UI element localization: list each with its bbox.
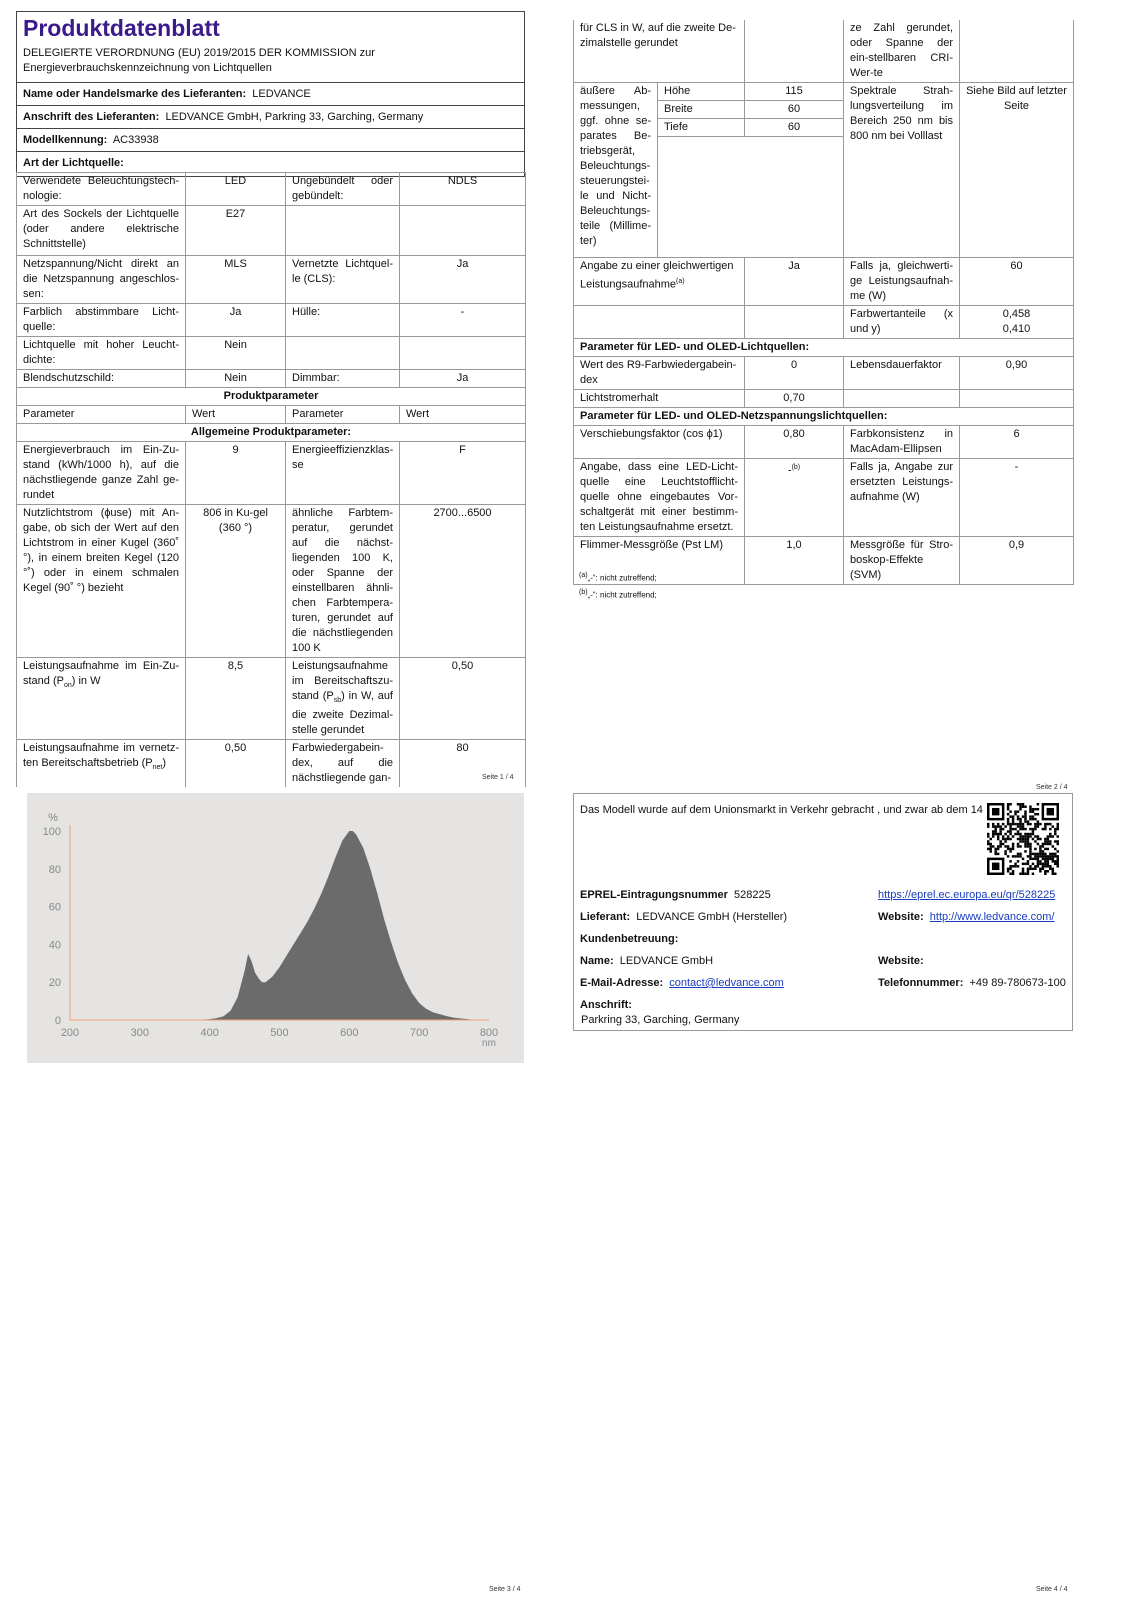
name-value: LEDVANCE GmbH bbox=[619, 955, 714, 967]
cell: Energieverbrauch im Ein-Zu-stand (kWh/1000 h), auf die nächstliegende ganze Zahl ge-rundet bbox=[17, 442, 186, 505]
table-row bbox=[17, 206, 526, 256]
page-number-2: Seite 2 / 4 bbox=[1036, 784, 1068, 791]
footnote-marker-a: (a) bbox=[676, 278, 685, 285]
supplier-row bbox=[580, 910, 787, 924]
model-value: AC33938 bbox=[112, 134, 159, 146]
table-row bbox=[17, 658, 526, 740]
name-label: Name: bbox=[580, 955, 614, 967]
cell: Nutzlichtstrom (ɸuse) mit An-gabe, ob sich der Wert auf den Lichtstrom in einer Kugel (360˚ °), in einem breiten Kegel (120 °˚) oder in einem schmalen Kegel (90˚ °) bezieht bbox=[17, 505, 186, 658]
table-row bbox=[574, 306, 1074, 339]
cell bbox=[400, 337, 526, 370]
cell: Leistungsaufnahme im Ein-Zu-stand $(P_{on})$ in W bbox=[17, 658, 186, 740]
chroma-y: 0,410 bbox=[1002, 323, 1031, 335]
supplier-label: Lieferant: bbox=[580, 911, 631, 923]
spectrum-area bbox=[196, 831, 475, 1020]
cell: Hülle: bbox=[286, 304, 400, 337]
supplier-value: LEDVANCE GmbH (Hersteller) bbox=[636, 911, 788, 923]
cell bbox=[574, 258, 745, 306]
product-table-page2 bbox=[573, 20, 1074, 585]
dimensions-row bbox=[574, 83, 1074, 101]
website2-label: Website: bbox=[878, 955, 924, 967]
cell: 2700...6500 bbox=[400, 505, 526, 658]
cell: Ungebündelt oder gebündelt: bbox=[286, 173, 400, 206]
section-header-row bbox=[574, 408, 1074, 426]
cell: - bbox=[400, 304, 526, 337]
phone-label: Telefonnummer: bbox=[878, 977, 964, 989]
section-header-row bbox=[17, 424, 526, 442]
market-info-box bbox=[573, 793, 1073, 1031]
chroma-x: 0,458 bbox=[1002, 308, 1031, 320]
column-header: Parameter bbox=[17, 406, 186, 424]
footnote-a-text: „-“: nicht zutreffend; bbox=[587, 573, 657, 583]
equiv-label: Angabe zu einer gleichwertigen Leistungsaufnahme bbox=[580, 260, 734, 291]
cell: 0,50 bbox=[186, 740, 286, 788]
light-source-rows bbox=[17, 173, 526, 788]
cell: Art des Sockels der Lichtquelle (oder andere elektrische Schnittstelle) bbox=[17, 206, 186, 256]
spectral-label: Spektrale Strah-lungsverteilung im Bereich 250 nm bis 800 nm bei Volllast bbox=[844, 83, 960, 258]
cell: MLS bbox=[186, 256, 286, 304]
x-tick-label: 600 bbox=[340, 1027, 359, 1039]
dim-label: Tiefe bbox=[658, 119, 745, 137]
y-tick-label: 0 bbox=[54, 1015, 61, 1027]
x-tick-label: 200 bbox=[60, 1027, 80, 1039]
cell bbox=[574, 306, 745, 339]
x-tick-label: 700 bbox=[409, 1027, 429, 1039]
table-row bbox=[574, 390, 1074, 408]
cell: 0,70 bbox=[745, 390, 844, 408]
cell bbox=[960, 306, 1074, 339]
cell: ähnliche Farbtem-peratur, gerundet auf die nächst-liegenden 100 K, oder Spanne der einstellbaren ähnli-chen Farbtempera-turen, gerundet auf die nächstliegenden 100 K bbox=[286, 505, 400, 658]
cell: Verwendete Beleuchtungstech-nologie: bbox=[17, 173, 186, 206]
email-label: E-Mail-Adresse: bbox=[580, 977, 664, 989]
product-table-page1 bbox=[16, 172, 526, 787]
supplier-name-value: LEDVANCE bbox=[252, 88, 311, 100]
x-tick-label: 500 bbox=[270, 1027, 289, 1039]
cell: 0,90 bbox=[960, 357, 1074, 390]
cell: LED bbox=[186, 173, 286, 206]
model-row bbox=[17, 128, 524, 151]
website2-row bbox=[878, 954, 924, 968]
cell: Angabe, dass eine LED-Licht-quelle eine Leuchtstofflicht-quelle ohne eingebautes Vor-schaltgerät mit einer bestimm-ten Leistungsaufnahme ersetzt. bbox=[574, 459, 745, 537]
qr-modules bbox=[987, 803, 1059, 875]
produktparameter-heading: Produktparameter bbox=[17, 388, 526, 406]
supplier-address-label: Anschrift des Lieferanten: bbox=[23, 111, 160, 123]
eprel-value: 528225 bbox=[734, 889, 771, 901]
spectral-distribution-chart bbox=[27, 793, 524, 1063]
cell: 8,5 bbox=[186, 658, 286, 740]
dim-value: 115 bbox=[745, 83, 844, 101]
dimensions-label: äußere Ab-messungen, ggf. ohne se-parates Be-triebsgerät, Beleuchtungs-steuerungstei-le und Nicht-Beleuchtungs-teile (Millime-ter) bbox=[574, 83, 658, 258]
footnote-b-marker: (b) bbox=[579, 589, 588, 596]
allgemeine-heading: Allgemeine Produktparameter: bbox=[17, 424, 526, 442]
market-placement-text: Das Modell wurde auf dem Unionsmarkt in Verkehr gebracht , und zwar ab dem 14 bbox=[580, 804, 983, 816]
replacement-value: - bbox=[787, 464, 792, 477]
footnote-b-text: „-“: nicht zutreffend; bbox=[587, 590, 657, 600]
cell: Ja bbox=[745, 258, 844, 306]
table-row bbox=[17, 304, 526, 337]
cell: 1,0 bbox=[745, 537, 844, 585]
table-row bbox=[17, 442, 526, 505]
cell: Vernetzte Lichtquel-le (CLS): bbox=[286, 256, 400, 304]
cell: 6 bbox=[960, 426, 1074, 459]
chart-svg bbox=[27, 793, 524, 1063]
model-label: Modellkennung: bbox=[23, 134, 108, 146]
table-row bbox=[17, 370, 526, 388]
cell: Farbkonsistenz in MacAdam-Ellipsen bbox=[844, 426, 960, 459]
phone-row bbox=[878, 976, 1066, 990]
subtitle-line-1: DELEGIERTE VERORDNUNG (EU) 2019/2015 DER KOMMISSION zur bbox=[23, 47, 375, 59]
datasheet-header bbox=[16, 11, 525, 177]
address-value: Parkring 33, Garching, Germany bbox=[581, 1014, 740, 1026]
subtitle-line-2: Energieverbrauchskennzeichnung von Lichtquellen bbox=[23, 62, 272, 74]
cell: Dimmbar: bbox=[286, 370, 400, 388]
cell: 806 in Ku-gel (360 °) bbox=[186, 505, 286, 658]
cell: Energieeffizienzklas-se bbox=[286, 442, 400, 505]
website-label: Website: bbox=[878, 911, 924, 923]
regulation-subtitle bbox=[17, 42, 524, 82]
cell bbox=[745, 459, 844, 537]
dim-value: 60 bbox=[745, 101, 844, 119]
cell: 0,80 bbox=[745, 426, 844, 459]
y-tick-label: 80 bbox=[48, 863, 61, 876]
table-row bbox=[17, 505, 526, 658]
footnote-a bbox=[579, 570, 657, 585]
cell: Leistungsaufnahme im vernetz-ten Bereitschaftsbetrieb $(P_{net})$ bbox=[17, 740, 186, 788]
cell: Ja bbox=[400, 256, 526, 304]
cell: Nein bbox=[186, 370, 286, 388]
cell: Ja bbox=[186, 304, 286, 337]
table-row bbox=[574, 357, 1074, 390]
cell: Verschiebungsfaktor (cos ϕ1) bbox=[574, 426, 745, 459]
website-link[interactable]: http://www.ledvance.com/ bbox=[929, 911, 1055, 923]
page-title: Produktdatenblatt bbox=[23, 15, 220, 41]
x-tick-label: 300 bbox=[130, 1027, 150, 1039]
table-row bbox=[17, 740, 526, 788]
y-tick-label: 60 bbox=[48, 901, 61, 914]
page-number-1: Seite 1 / 4 bbox=[482, 774, 514, 781]
cell bbox=[960, 390, 1074, 408]
cell: NDLS bbox=[400, 173, 526, 206]
cell: Netzspannung/Nicht direkt an die Netzspannung angeschlos-sen: bbox=[17, 256, 186, 304]
cell: 9 bbox=[186, 442, 286, 505]
cell: 0,9 bbox=[960, 537, 1074, 585]
supplier-address-value: LEDVANCE GmbH, Parkring 33, Garching, Germany bbox=[165, 111, 424, 123]
table-row bbox=[17, 256, 526, 304]
cell: F bbox=[400, 442, 526, 505]
cell: Blendschutzschild: bbox=[17, 370, 186, 388]
cell bbox=[658, 137, 844, 258]
supplier-address-row bbox=[17, 105, 524, 128]
cell bbox=[400, 206, 526, 256]
y-tick-label: 20 bbox=[48, 977, 61, 990]
column-header-row bbox=[17, 406, 526, 424]
y-axis-label: % bbox=[48, 812, 58, 824]
website-row bbox=[878, 910, 1055, 924]
cell: Lebensdauerfaktor bbox=[844, 357, 960, 390]
y-tick-label: 40 bbox=[48, 939, 61, 952]
section-header-row bbox=[17, 388, 526, 406]
address-label-row bbox=[580, 998, 632, 1012]
cell: E27 bbox=[186, 206, 286, 256]
table-row bbox=[17, 337, 526, 370]
cell: Farblich abstimmbare Licht-quelle: bbox=[17, 304, 186, 337]
cell: 60 bbox=[960, 258, 1074, 306]
table-row bbox=[574, 426, 1074, 459]
cell bbox=[286, 337, 400, 370]
cell bbox=[745, 20, 844, 83]
cell bbox=[960, 20, 1074, 83]
dim-label: Breite bbox=[658, 101, 745, 119]
cell bbox=[844, 390, 960, 408]
footnote-a-marker: (a) bbox=[579, 572, 588, 579]
phone-value: +49 89-780673-100 bbox=[969, 977, 1066, 989]
email-link[interactable]: contact@ledvance.com bbox=[669, 977, 784, 989]
cell: 0 bbox=[745, 357, 844, 390]
section-header-row bbox=[574, 339, 1074, 357]
footnote-b bbox=[579, 587, 657, 602]
column-header: Wert bbox=[400, 406, 526, 424]
email-row bbox=[580, 976, 784, 990]
dim-label: Höhe bbox=[658, 83, 745, 101]
cell: Messgröße für Stro-boskop-Effekte (SVM) bbox=[844, 537, 960, 585]
cell: Leistungsaufnahme im Bereitschaftszu-stand $(P_{sb})$ in W, auf die zweite Dezimal-stelle gerundet bbox=[286, 658, 400, 740]
name-row bbox=[580, 954, 713, 968]
light-source-type-label: Art der Lichtquelle: bbox=[23, 157, 124, 169]
net-params-heading: Parameter für LED- und OLED-Netzspannungslichtquellen: bbox=[574, 408, 1074, 426]
cell: Falls ja, gleichwerti-ge Leistungsaufnah-me (W) bbox=[844, 258, 960, 306]
cell: 80 bbox=[400, 740, 526, 788]
cell: Farbwiedergabein-dex, auf die nächstliegende gan- bbox=[286, 740, 400, 788]
cell: - bbox=[960, 459, 1074, 537]
customer-service-label: Kundenbetreuung: bbox=[580, 933, 679, 945]
x-axis-label: nm bbox=[482, 1038, 496, 1049]
x-tick-label: 800 bbox=[479, 1027, 499, 1039]
page-number-4: Seite 4 / 4 bbox=[1036, 1586, 1068, 1593]
column-header: Wert bbox=[186, 406, 286, 424]
cell: Nein bbox=[186, 337, 286, 370]
footnote-marker-b: (b) bbox=[791, 464, 801, 471]
cell: ze Zahl gerundet, oder Spanne der ein-stellbaren CRI-Wer-te bbox=[844, 20, 960, 83]
cell: Farbwertanteile (x und y) bbox=[844, 306, 960, 339]
cell: für CLS in W, auf die zweite De-zimalstelle gerundet bbox=[574, 20, 745, 83]
table-row bbox=[574, 20, 1074, 83]
eprel-link[interactable]: https://eprel.ec.europa.eu/qr/528225 bbox=[878, 889, 1056, 901]
eprel-row bbox=[580, 888, 771, 902]
cell: Lichtstromerhalt bbox=[574, 390, 745, 408]
column-header: Parameter bbox=[286, 406, 400, 424]
table-row bbox=[574, 258, 1074, 306]
cell: Flimmer-Messgröße (Pst LM) bbox=[574, 537, 745, 585]
cell: Lichtquelle mit hoher Leucht-dichte: bbox=[17, 337, 186, 370]
supplier-name-row bbox=[17, 82, 524, 105]
page-number-3: Seite 3 / 4 bbox=[489, 1586, 521, 1593]
supplier-name-label: Name oder Handelsmarke des Lieferanten: bbox=[23, 88, 247, 100]
customer-service-row bbox=[580, 932, 678, 946]
spectral-value: Siehe Bild auf letzter Seite bbox=[960, 83, 1074, 258]
eprel-label: EPREL-Eintragungsnummer bbox=[580, 889, 728, 901]
led-params-heading: Parameter für LED- und OLED-Lichtquellen: bbox=[574, 339, 1074, 357]
cell: Ja bbox=[400, 370, 526, 388]
address-label: Anschrift: bbox=[580, 999, 632, 1011]
table-row bbox=[17, 173, 526, 206]
x-tick-label: 400 bbox=[200, 1027, 219, 1039]
cell bbox=[745, 306, 844, 339]
cell bbox=[286, 206, 400, 256]
y-tick-label: 100 bbox=[42, 826, 61, 838]
dim-value: 60 bbox=[745, 119, 844, 137]
cell: Wert des R9-Farbwiedergabein-dex bbox=[574, 357, 745, 390]
cell: Falls ja, Angabe zur ersetzten Leistungs-aufnahme (W) bbox=[844, 459, 960, 537]
cell: 0,50 bbox=[400, 658, 526, 740]
table-row bbox=[574, 459, 1074, 537]
qr-code-icon bbox=[987, 803, 1059, 875]
